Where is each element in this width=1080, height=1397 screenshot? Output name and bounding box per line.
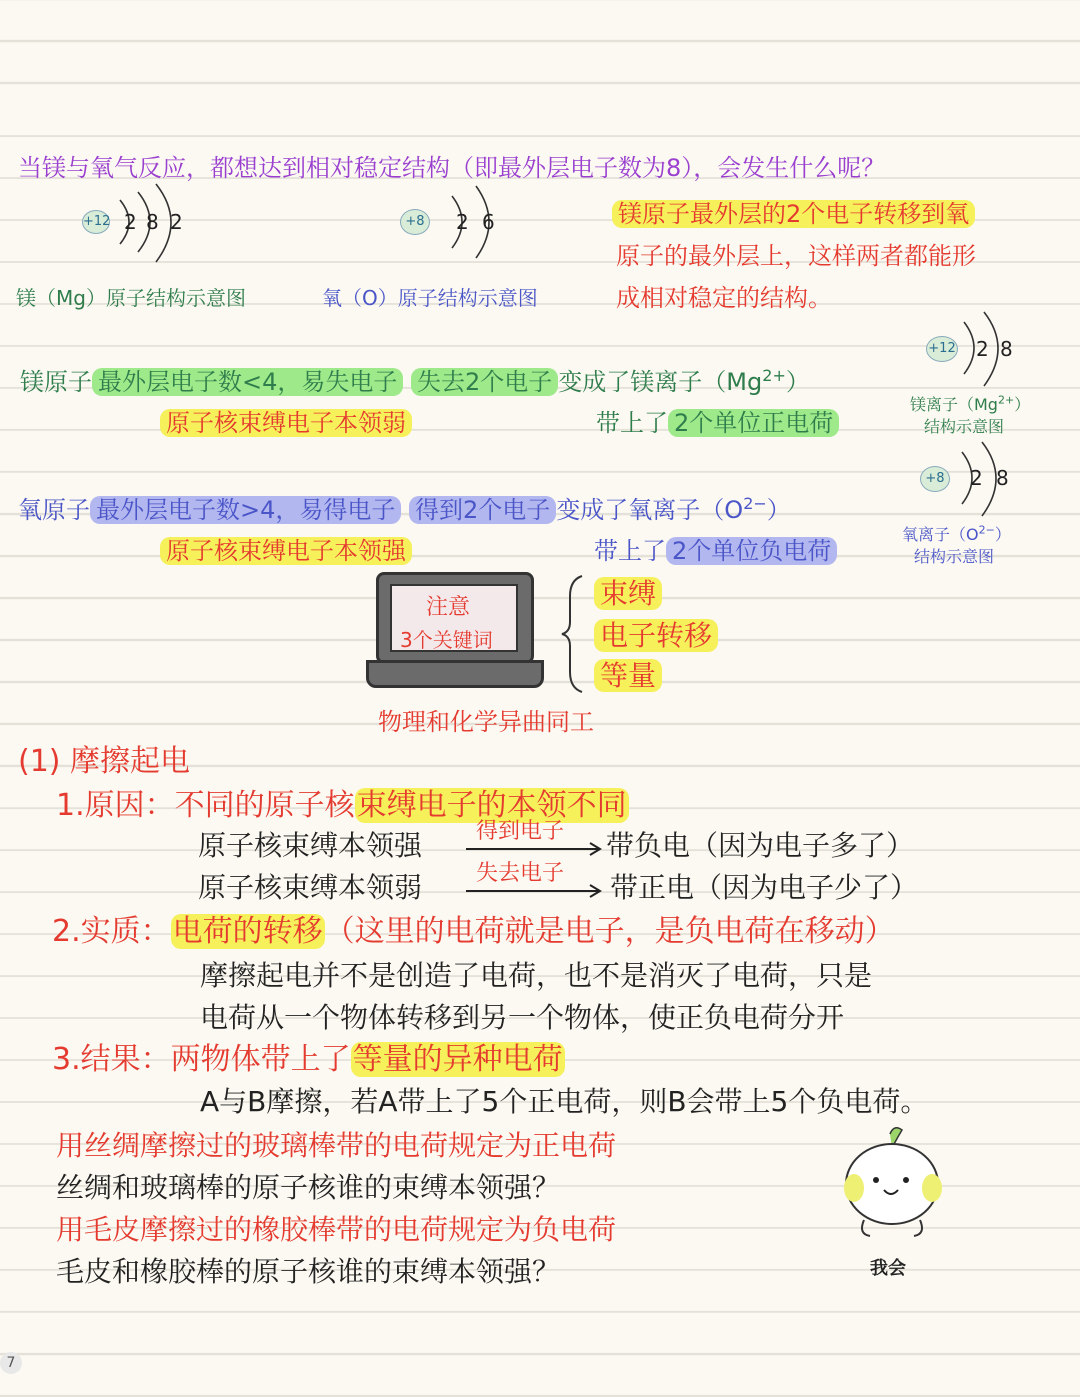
arrow-icon: [466, 842, 606, 856]
o-ion-shell-2: 8: [996, 466, 1009, 490]
strong-result: 带负电（因为电子多了）: [606, 829, 915, 862]
o-ion-nucleus: +8: [920, 466, 950, 492]
mascot-label: 我会: [870, 1258, 906, 1279]
arrow-icon: [466, 884, 606, 898]
example-line: A与B摩擦，若A带上了5个正电荷，则B会带上5个负电荷。: [200, 1085, 929, 1118]
mg-ion-shell-arcs: [950, 308, 1030, 388]
o-ion-caption-2: 结构示意图: [914, 547, 995, 566]
weak-arrow-label: 失去电子: [476, 861, 565, 886]
essence-body-1: 摩擦起电并不是创造了电荷，也不是消灭了电荷，只是: [200, 959, 873, 992]
mg-ion-caption-2: 结构示意图: [924, 417, 1005, 436]
silk-rule: 用丝绸摩擦过的玻璃棒带的电荷规定为正电荷: [56, 1129, 617, 1162]
weak-result: 带正电（因为电子少了）: [610, 871, 919, 904]
strong-text: 原子核束缚本领强: [198, 829, 423, 862]
reason-line: 1.原因：不同的原子核束缚电子的本领不同: [56, 788, 627, 823]
result-line: 3.结果：两物体带上了等量的异种电荷: [52, 1042, 563, 1077]
o-shell-1: 2: [456, 210, 469, 234]
silk-question: 丝绸和玻璃棒的原子核谁的束缚本领强？: [56, 1171, 561, 1204]
essence-line: 2.实质：电荷的转移（这里的电荷就是电子，是负电荷在移动）: [52, 914, 895, 949]
mg-ion-caption: 镁离子$(Mg^{2+})$: [910, 393, 1031, 414]
o-nucleus-strong: 原子核束缚电子本领强: [160, 531, 412, 566]
o-description: 氧原子 最外层电子数>4，易得电子 得到2个电子 变成了氧离子$(O^{2-})$: [18, 494, 791, 524]
o-ion-caption: 氧离子$(O^{2-})$: [902, 523, 1011, 544]
mg-shell-2: 8: [146, 210, 159, 234]
mg-description: 镁原子 最外层电子数<4，易失电子 失去2个电子 变成了镁离子$(Mg^{2+})$: [20, 366, 810, 396]
mg-shell-1: 2: [124, 210, 137, 234]
o-charge: 带上了 2个单位负电荷: [594, 531, 837, 566]
mg-atom-caption: 镁（Mg）原子结构示意图: [16, 286, 246, 310]
keyword-3: 等量: [594, 654, 662, 694]
section-title: (1) 摩擦起电: [18, 744, 191, 779]
mg-ion-shell-2: 8: [1000, 337, 1013, 361]
fur-rule: 用毛皮摩擦过的橡胶棒带的电荷规定为负电荷: [56, 1213, 617, 1246]
physics-chem-note: 物理和化学异曲同工: [378, 708, 594, 736]
keyword-1: 束缚: [594, 572, 662, 612]
o-atom-caption: 氧（O）原子结构示意图: [322, 286, 538, 310]
page-number: 7: [0, 1352, 22, 1374]
fur-question: 毛皮和橡胶棒的原子核谁的束缚本领强？: [56, 1255, 561, 1288]
transfer-note-line-1: 镁原子最外层的2个电子转移到氧: [612, 194, 975, 229]
o-ion-shell-arcs: [948, 438, 1028, 518]
mg-nucleus-weak: 原子核束缚电子本领弱: [160, 403, 412, 438]
mg-shell-arcs: [100, 180, 220, 260]
mg-shell-3: 2: [170, 210, 183, 234]
strong-arrow-label: 得到电子: [476, 819, 565, 844]
keyword-2: 电子转移: [594, 614, 718, 654]
mg-ion-shell-1: 2: [976, 337, 989, 361]
question-title: 当镁与氧气反应，都想达到相对稳定结构（即最外层电子数为8），会发生什么呢？: [18, 154, 886, 182]
transfer-note-line-3: 成相对稳定的结构。: [616, 284, 832, 312]
transfer-note-line-2: 原子的最外层上，这样两者都能形: [616, 242, 976, 270]
essence-body-2: 电荷从一个物体转移到另一个物体，使正负电荷分开: [200, 1001, 845, 1034]
weak-text: 原子核束缚本领弱: [198, 871, 423, 904]
mg-ion-nucleus: +12: [926, 336, 958, 362]
o-shell-2: 6: [482, 210, 495, 234]
mg-nucleus: +12: [82, 210, 110, 234]
mg-charge: 带上了 2个单位正电荷: [596, 403, 839, 438]
onion-mascot-icon: [840, 1124, 950, 1244]
brace-icon: [560, 574, 590, 694]
laptop-line-1: 注意: [426, 595, 471, 620]
o-nucleus: +8: [400, 209, 430, 235]
o-ion-shell-1: 2: [970, 466, 983, 490]
laptop-line-2: 3个关键词: [400, 628, 493, 652]
